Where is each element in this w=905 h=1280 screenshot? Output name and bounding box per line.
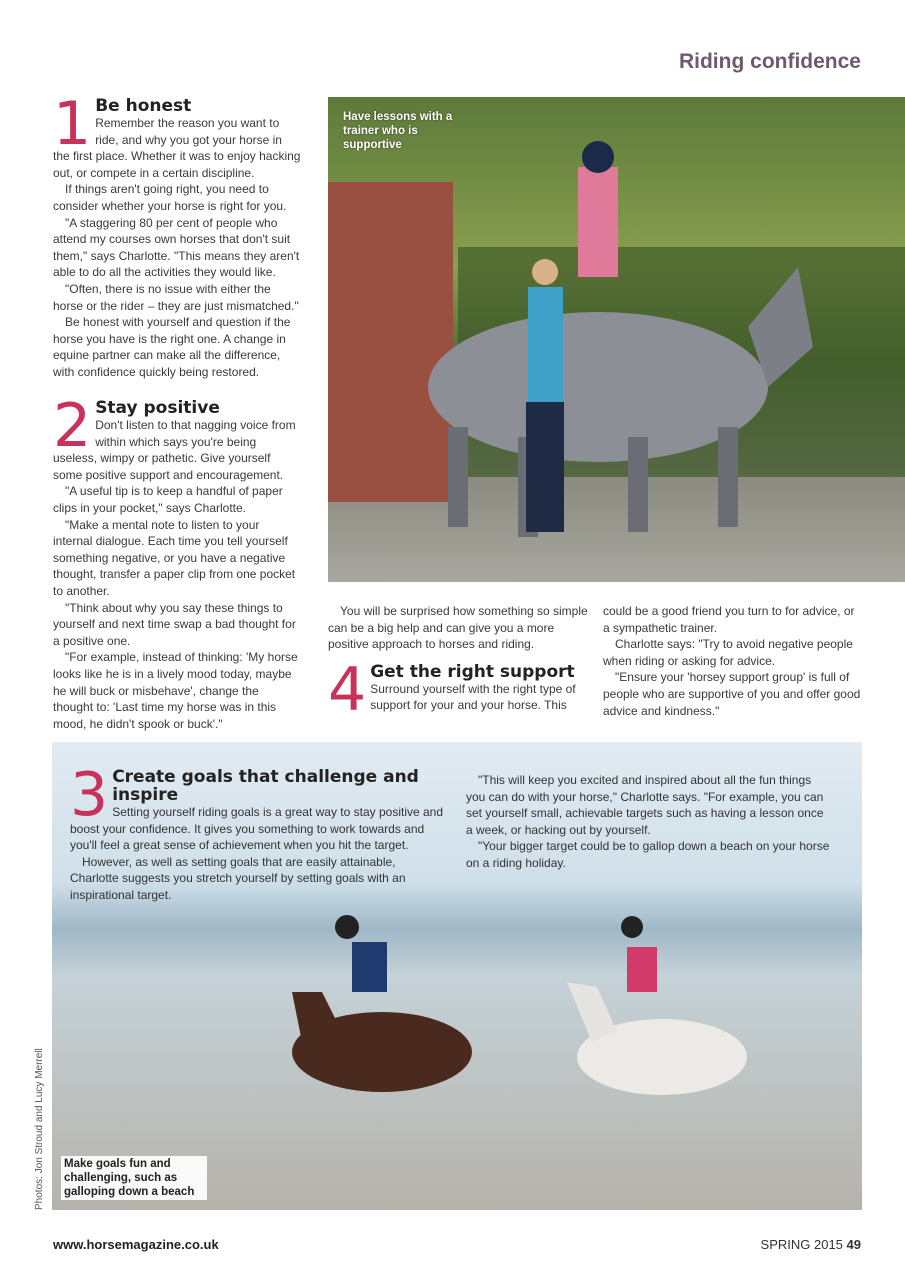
columns-2-3: [328, 603, 863, 739]
paragraph: However, as well as setting goals that are easily attainable, Charlotte suggests you stretch yourself by setting goals with an inspirational target.: [70, 854, 406, 902]
paragraph: "For example, instead of thinking: 'My horse looks like he is in a lively mood today, maybe he will buck or misbehave', change the thought to: 'Last time my horse was in this mood, he didn't spook or buck'.": [53, 650, 298, 731]
photo-caption: Have lessons with a trainer who is supportive: [343, 111, 453, 151]
photo-credit: Photos: Jon Stroud and Lucy Merrell: [34, 1048, 45, 1210]
lesson-photo: [328, 97, 905, 582]
tip-3-continued: [466, 772, 832, 872]
paragraph: "Your bigger target could be to gallop down a beach on your horse on a riding holiday.: [466, 839, 830, 870]
tip-2: [53, 391, 301, 732]
tip-3: [70, 760, 446, 904]
paragraph: You will be surprised how something so simple can be a big help and can give you a more positive approach to horses and riding.: [328, 604, 588, 652]
horse-lesson-illustration: [328, 97, 905, 582]
tip-1: [53, 89, 301, 381]
paragraph: Charlotte says: "Try to avoid negative people when riding or asking for advice.: [603, 637, 853, 668]
tip-number: 2: [53, 391, 92, 461]
goals-feature-box: [52, 742, 862, 1210]
paragraph: Surround yourself with the right type of support for your and your horse. This could be a good friend you turn to for advice, or a sympathetic trainer.: [370, 604, 855, 713]
tip-number: 3: [70, 760, 109, 830]
paragraph: Be honest with yourself and question if the horse you have is the right one. A change in equine partner can make all the difference, with confidence quickly being restored.: [53, 315, 291, 379]
website-link[interactable]: www.horsemagazine.co.uk: [53, 1237, 219, 1252]
paragraph: Don't listen to that nagging voice from within which says you're being useless, wimpy or pathetic. Give yourself some positive support and encouragement.: [53, 418, 296, 482]
tip-heading: Stay positive: [95, 398, 220, 418]
tip-number: 4: [328, 654, 367, 725]
paragraph: Setting yourself riding goals is a great way to stay positive and boost your confidence. It gives you something to work towards and you'll feel a great sense of achievement when you hit the target.: [70, 805, 444, 853]
paragraph: "Make a mental note to listen to your internal dialogue. Each time you tell yourself something negative, or you have a negative thought, transfer a paper clip from one pocket to another.: [53, 517, 296, 598]
tip-heading: Create goals that challenge and inspire: [112, 767, 419, 805]
section-title: Riding confidence: [678, 50, 861, 73]
paragraph: "Think about why you say these things to yourself and next time swap a bad thought for a positive one.: [53, 600, 296, 648]
page-footer: [761, 1237, 861, 1252]
paragraph: "Ensure your 'horsey support group' is full of people who are supportive of you and offer good advice and kindness.": [603, 670, 861, 718]
paragraph: "Often, there is no issue with either the horse or the rider – they are just mismatched.": [53, 281, 299, 313]
page-number: 49: [846, 1237, 861, 1252]
paragraph: If things aren't going right, you need to consider whether your horse is right for you.: [53, 182, 287, 213]
paragraph: "A staggering 80 per cent of people who attend my courses own horses that don't suit them," says Charlotte. "This means they aren't able to do all the activities they would like.: [53, 215, 300, 280]
tip-number: 1: [53, 89, 92, 159]
photo-caption: Make goals fun and challenging, such as galloping down a beach: [61, 1156, 207, 1200]
issue-label: SPRING 2015: [760, 1237, 843, 1252]
tip-heading: Get the right support: [370, 661, 575, 682]
paragraph: "This will keep you excited and inspired about all the fun things you can do with your horse," Charlotte says. "For example, you can set yourself small, achievable targets such as having a lesson once a week, or hacking out by yourself.: [466, 773, 824, 837]
paragraph: Remember the reason you want to ride, and why you got your horse in the first place. Whether it was to enjoy hacking out, or compete in a certain discipline.: [53, 116, 301, 180]
paragraph: "A useful tip is to keep a handful of paper clips in your pocket," says Charlotte.: [53, 484, 283, 515]
tip-heading: Be honest: [95, 96, 192, 116]
